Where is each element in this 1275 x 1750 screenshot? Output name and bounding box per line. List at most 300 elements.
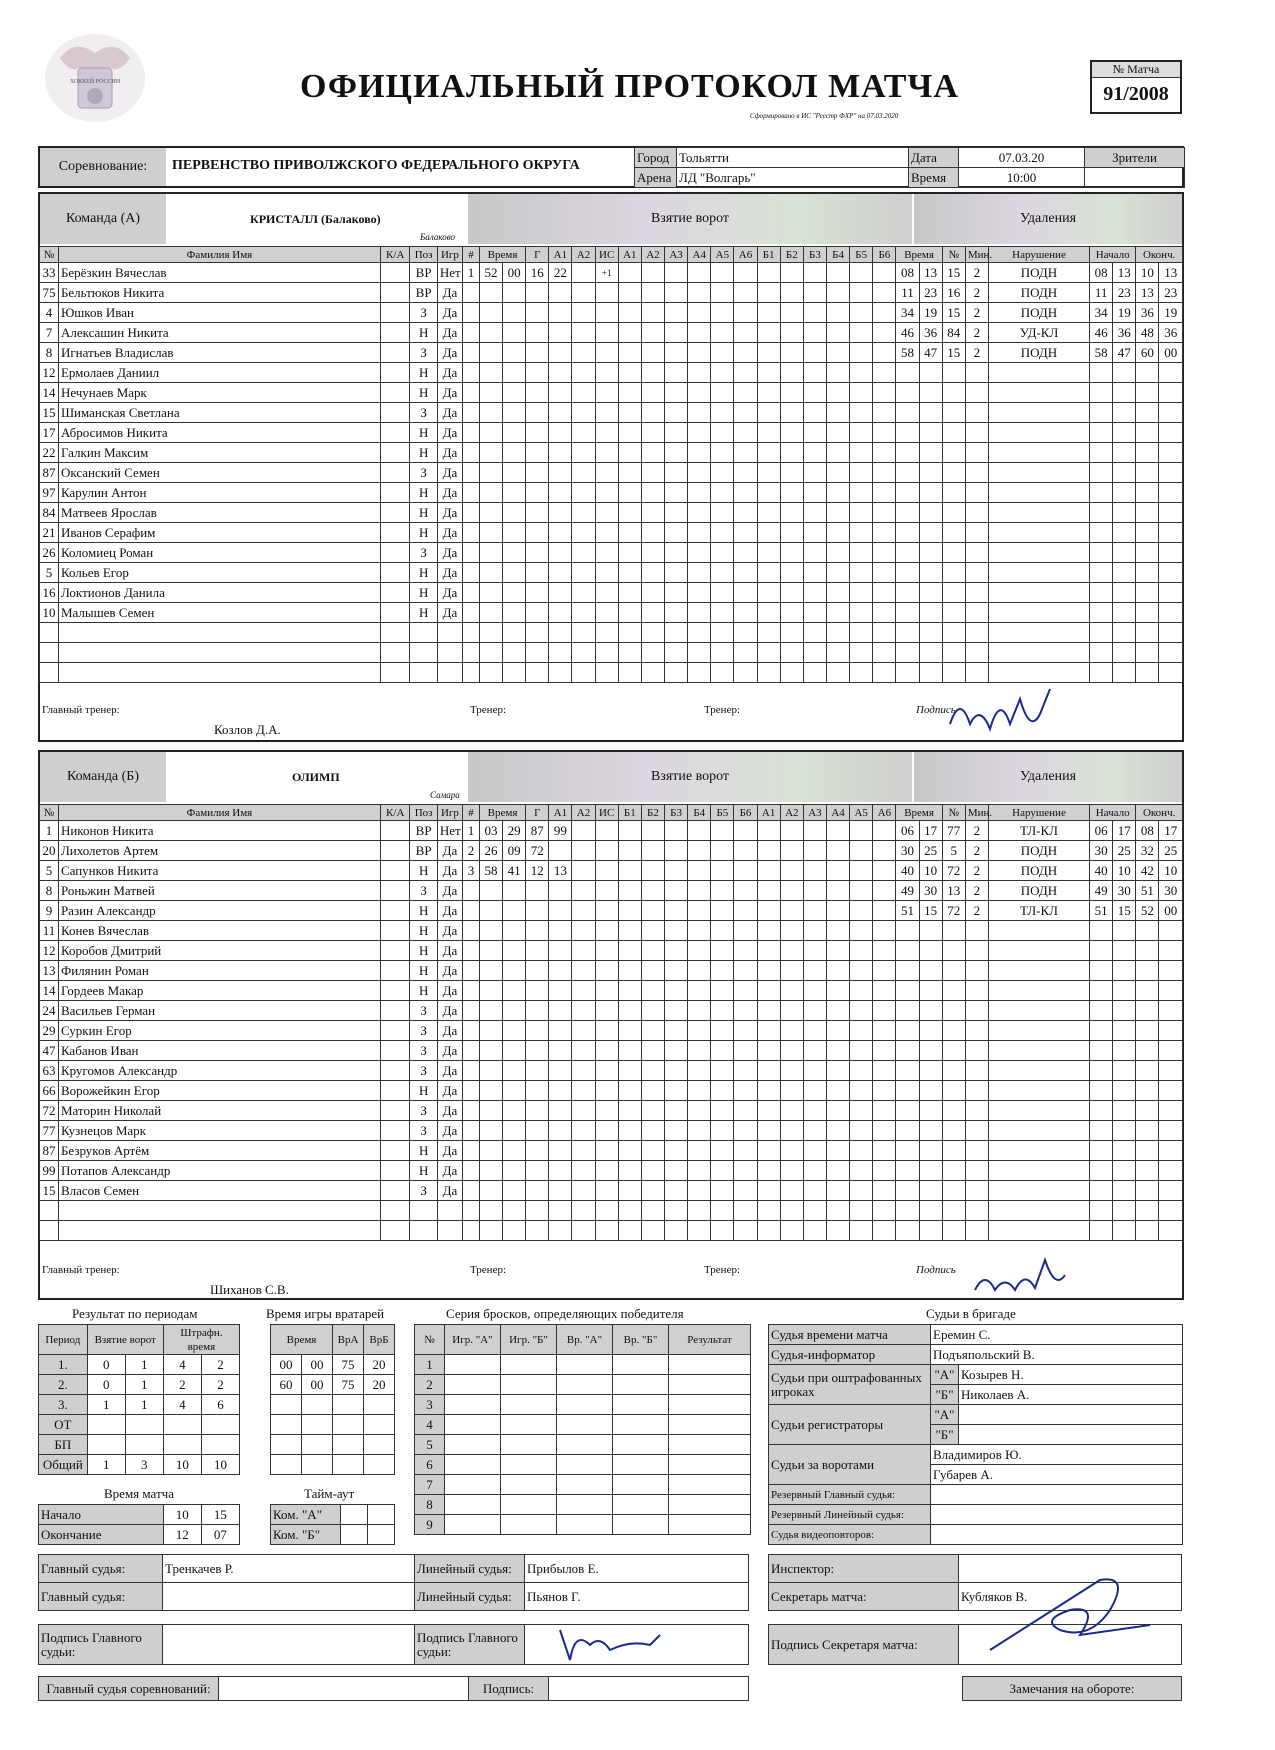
player-name: Шиманская Светлана (58, 403, 380, 423)
cell (850, 263, 873, 283)
cell (850, 961, 873, 981)
pen-sec (919, 1141, 942, 1161)
cell (711, 1141, 734, 1161)
goal-no (463, 1121, 480, 1141)
pen-sec (919, 583, 942, 603)
cell (665, 363, 688, 383)
cell (780, 583, 803, 603)
goal-no (463, 1021, 480, 1041)
cell (669, 1455, 751, 1475)
player-ka (380, 1081, 409, 1101)
cell (688, 663, 711, 683)
cell (557, 1415, 613, 1435)
player-number: 7 (40, 323, 59, 343)
cell (803, 623, 826, 643)
goal-scorer (526, 881, 549, 901)
goal-situation (595, 503, 618, 523)
goal-min: 26 (479, 841, 502, 861)
pen-sec (919, 981, 942, 1001)
cell (711, 1081, 734, 1101)
cell (711, 1181, 734, 1201)
cell (618, 1061, 641, 1081)
cell (641, 543, 664, 563)
goal-sec (503, 623, 526, 643)
pen-end-sec (1159, 1081, 1183, 1101)
goal-scorer (526, 1201, 549, 1221)
cell (803, 443, 826, 463)
goal-a2 (572, 941, 595, 961)
cell (734, 363, 757, 383)
cell (711, 643, 734, 663)
player-name: Малышев Семен (58, 603, 380, 623)
official-role: Судья видеоповторов: (769, 1525, 931, 1545)
pen-player (942, 1001, 965, 1021)
goal-scorer (526, 1081, 549, 1101)
cell (734, 623, 757, 643)
pen-end-sec (1159, 1001, 1183, 1021)
period-pim-a: 10 (163, 1455, 201, 1475)
cell (734, 323, 757, 343)
pen-min: 30 (896, 841, 919, 861)
cell (665, 263, 688, 283)
pen-end-sec: 00 (1159, 901, 1183, 921)
cell (445, 1375, 501, 1395)
pen-end-sec (1159, 1201, 1183, 1221)
pen-start-min (1090, 941, 1113, 961)
goal-a2 (572, 821, 595, 841)
so-no: 2 (415, 1375, 445, 1395)
player-played: Нет (437, 263, 462, 283)
cell (711, 961, 734, 981)
cell (688, 1021, 711, 1041)
player-number: 26 (40, 543, 59, 563)
player-ka (380, 263, 409, 283)
pen-violation (988, 1061, 1089, 1081)
pen-end-sec (1159, 403, 1183, 423)
cell (850, 423, 873, 443)
goal-min (479, 901, 502, 921)
player-name: Васильев Герман (58, 1001, 380, 1021)
goal-sec (503, 1041, 526, 1061)
pen-start-min (1090, 1001, 1113, 1021)
goal-a2 (572, 463, 595, 483)
goal-a2 (572, 1101, 595, 1121)
pen-start-sec: 36 (1113, 323, 1136, 343)
pen-player (942, 1041, 965, 1061)
goal-min (479, 1141, 502, 1161)
goal-sec (503, 981, 526, 1001)
pen-min (896, 563, 919, 583)
cell (757, 503, 780, 523)
cell (641, 881, 664, 901)
col-pim: Штрафн. время (163, 1325, 239, 1355)
pen-min (896, 503, 919, 523)
cell (618, 583, 641, 603)
cell (873, 861, 896, 881)
cell (613, 1495, 669, 1515)
cell (618, 523, 641, 543)
player-ka (380, 363, 409, 383)
cell (557, 1435, 613, 1455)
cell (757, 1161, 780, 1181)
cell (850, 323, 873, 343)
goal-sec (503, 523, 526, 543)
period-pim-b: 6 (201, 1395, 239, 1415)
pen-end-sec (1159, 423, 1183, 443)
player-number: 8 (40, 343, 59, 363)
pen-start-min (1090, 1181, 1113, 1201)
pen-start-min (1090, 403, 1113, 423)
player-number: 14 (40, 383, 59, 403)
cell (780, 323, 803, 343)
pen-col: Начало (1090, 247, 1136, 263)
cell (641, 523, 664, 543)
cell (688, 841, 711, 861)
cell (641, 1221, 664, 1241)
pen-violation: ПОДН (988, 283, 1089, 303)
player-ka (380, 583, 409, 603)
goal-a1 (549, 941, 572, 961)
cell (641, 961, 664, 981)
cell (688, 1181, 711, 1201)
goal-col: Б2 (780, 247, 803, 263)
goal-scorer (526, 1021, 549, 1041)
player-pos: Н (410, 423, 437, 443)
player-row (40, 1061, 1183, 1081)
pen-start-sec (1113, 643, 1136, 663)
cell (711, 583, 734, 603)
cell (827, 901, 850, 921)
cell (803, 1021, 826, 1041)
pen-minutes (965, 463, 988, 483)
goal-situation (595, 643, 618, 663)
pen-end-min (1136, 1001, 1159, 1021)
goal-a1 (549, 303, 572, 323)
cell (757, 543, 780, 563)
goal-a2 (572, 543, 595, 563)
player-played: Да (437, 603, 462, 623)
cell (803, 861, 826, 881)
col-pos: Поз (410, 247, 437, 263)
goal-a2 (572, 583, 595, 603)
gk-sec: 00 (302, 1355, 333, 1375)
pen-start-sec (1113, 423, 1136, 443)
cell (780, 861, 803, 881)
goal-scorer (526, 423, 549, 443)
goal-a2 (572, 343, 595, 363)
player-played: Да (437, 323, 462, 343)
pen-end-sec (1159, 483, 1183, 503)
goal-col: А3 (803, 805, 826, 821)
time-label: Время (909, 168, 959, 188)
pen-col: Нарушение (988, 805, 1089, 821)
pen-min (896, 961, 919, 981)
goal-no (463, 523, 480, 543)
official-role: Судьи регистраторы (769, 1405, 931, 1445)
cell (688, 1001, 711, 1021)
cell (757, 921, 780, 941)
pen-minutes (965, 583, 988, 603)
cell (803, 1081, 826, 1101)
cell (850, 1021, 873, 1041)
cell (873, 1201, 896, 1221)
player-name (58, 1201, 380, 1221)
period-label: 2. (39, 1375, 88, 1395)
pen-player (942, 503, 965, 523)
cell (501, 1495, 557, 1515)
player-row (40, 383, 1183, 403)
cell (780, 343, 803, 363)
goal-a2 (572, 563, 595, 583)
goal-col: А4 (688, 247, 711, 263)
cell (780, 263, 803, 283)
pen-player (942, 961, 965, 981)
cell (803, 483, 826, 503)
goal-scorer (526, 1181, 549, 1201)
goal-a2 (572, 623, 595, 643)
player-ka (380, 283, 409, 303)
pen-end-min: 10 (1136, 263, 1159, 283)
cell (757, 663, 780, 683)
goal-col: А2 (641, 247, 664, 263)
pen-sec: 23 (919, 283, 942, 303)
goal-col: А1 (549, 805, 572, 821)
remarks-label: Замечания на обороте: (963, 1677, 1182, 1701)
cell (711, 263, 734, 283)
pen-minutes (965, 1061, 988, 1081)
cell (688, 423, 711, 443)
pen-start-min: 58 (1090, 343, 1113, 363)
cell (734, 1021, 757, 1041)
pen-start-min (1090, 603, 1113, 623)
goal-sec (503, 483, 526, 503)
pen-start-min: 34 (1090, 303, 1113, 323)
cell (445, 1495, 501, 1515)
goal-no (463, 343, 480, 363)
cell (803, 363, 826, 383)
pen-player: 84 (942, 323, 965, 343)
gk-a (333, 1435, 364, 1455)
pen-min (896, 363, 919, 383)
player-played: Да (437, 423, 462, 443)
pen-end-sec (1159, 583, 1183, 603)
periods-title: Результат по периодам (72, 1306, 198, 1321)
cell (665, 941, 688, 961)
period-goals-b: 1 (125, 1375, 163, 1395)
player-played (437, 663, 462, 683)
player-pos: З (410, 343, 437, 363)
player-pos: Н (410, 901, 437, 921)
remarks-table (962, 1676, 1182, 1701)
col-name: Фамилия Имя (58, 247, 380, 263)
cell (850, 523, 873, 543)
cell (757, 1041, 780, 1061)
pen-start-sec: 17 (1113, 821, 1136, 841)
goal-min (479, 563, 502, 583)
goal-a1 (549, 1221, 572, 1241)
goal-a2 (572, 1201, 595, 1221)
goal-min (479, 283, 502, 303)
cell (549, 1677, 749, 1701)
cell (803, 323, 826, 343)
player-number (40, 663, 59, 683)
cell (711, 503, 734, 523)
timeout-a-label: Ком. "А" (271, 1505, 341, 1525)
goal-a1 (549, 583, 572, 603)
goal-col: Время (479, 247, 525, 263)
player-name: Бельтюков Никита (58, 283, 380, 303)
pen-minutes (965, 563, 988, 583)
player-pos: З (410, 403, 437, 423)
cell (618, 503, 641, 523)
arena-label: Арена (635, 168, 677, 188)
player-ka (380, 941, 409, 961)
cell (850, 1081, 873, 1101)
so-col: Вр. "Б" (613, 1325, 669, 1355)
cell (931, 1505, 1183, 1525)
player-pos: ВР (410, 283, 437, 303)
pen-player (942, 463, 965, 483)
player-pos (410, 663, 437, 683)
goal-no (463, 423, 480, 443)
pen-minutes (965, 1101, 988, 1121)
cell (757, 1201, 780, 1221)
goal-min (479, 1041, 502, 1061)
pen-start-sec: 47 (1113, 343, 1136, 363)
pen-start-sec (1113, 941, 1136, 961)
pen-violation (988, 961, 1089, 981)
goal-no (463, 643, 480, 663)
cell (873, 303, 896, 323)
cell (688, 383, 711, 403)
cell (780, 901, 803, 921)
pen-minutes (965, 483, 988, 503)
player-played: Да (437, 1121, 462, 1141)
player-ka (380, 1041, 409, 1061)
goal-a1 (549, 961, 572, 981)
pen-minutes (965, 503, 988, 523)
goal-a2 (572, 1181, 595, 1201)
cell (873, 1101, 896, 1121)
tA-header-row (40, 247, 1183, 263)
pen-start-sec (1113, 1181, 1136, 1201)
pen-sec (919, 463, 942, 483)
pen-end-min: 13 (1136, 283, 1159, 303)
cell (827, 523, 850, 543)
pen-min (896, 981, 919, 1001)
pen-end-min (1136, 1021, 1159, 1041)
pen-minutes (965, 423, 988, 443)
cell (827, 1141, 850, 1161)
gk-b (364, 1455, 395, 1475)
cell (711, 423, 734, 443)
cell (873, 1081, 896, 1101)
goal-no (463, 623, 480, 643)
pen-violation (988, 523, 1089, 543)
pen-start-sec (1113, 403, 1136, 423)
pen-end-sec (1159, 1141, 1183, 1161)
goal-no (463, 563, 480, 583)
player-number: 77 (40, 1121, 59, 1141)
shootout-row (415, 1435, 751, 1455)
team-a-goals-header: Взятие ворот (468, 194, 912, 244)
goal-min (479, 543, 502, 563)
player-row (40, 423, 1183, 443)
goal-no: 3 (463, 861, 480, 881)
cell (688, 503, 711, 523)
cell (803, 1221, 826, 1241)
pen-start-min (1090, 1141, 1113, 1161)
cell (711, 563, 734, 583)
goal-situation (595, 1161, 618, 1181)
cell (688, 543, 711, 563)
sig-secretary-label: Подпись Секретаря матча: (769, 1625, 959, 1665)
cell (780, 363, 803, 383)
goalie-row (271, 1455, 395, 1475)
goal-a1: 22 (549, 263, 572, 283)
player-number: 15 (40, 403, 59, 423)
cell (850, 463, 873, 483)
cell (665, 503, 688, 523)
cell (757, 1001, 780, 1021)
pen-violation (988, 623, 1089, 643)
cell (665, 643, 688, 663)
cell (618, 1221, 641, 1241)
goal-no (463, 483, 480, 503)
goal-a1 (549, 523, 572, 543)
goal-col: Б5 (850, 247, 873, 263)
cell (827, 643, 850, 663)
pen-player (942, 443, 965, 463)
cell (803, 821, 826, 841)
main-referee-1: Тренкачев Р. (163, 1555, 415, 1583)
goal-min (479, 583, 502, 603)
player-row (40, 881, 1183, 901)
pen-player (942, 603, 965, 623)
pen-min (896, 1101, 919, 1121)
goal-min (479, 343, 502, 363)
pen-sec (919, 423, 942, 443)
player-row (40, 303, 1183, 323)
cell (734, 663, 757, 683)
goal-scorer (526, 383, 549, 403)
team-a-coach1-label: Тренер: (470, 704, 507, 716)
pen-start-min: 11 (1090, 283, 1113, 303)
goal-scorer (526, 1041, 549, 1061)
player-name: Потапов Александр (58, 1161, 380, 1181)
cell (803, 1141, 826, 1161)
player-played: Да (437, 941, 462, 961)
pen-minutes: 2 (965, 841, 988, 861)
goal-a1 (549, 603, 572, 623)
player-played: Да (437, 841, 462, 861)
cell (850, 643, 873, 663)
cell (757, 563, 780, 583)
official-name: Подъяпольский В. (931, 1345, 1183, 1365)
pen-minutes (965, 1041, 988, 1061)
goal-col: Г (526, 805, 549, 821)
cell (827, 443, 850, 463)
cell (803, 1201, 826, 1221)
cell (641, 583, 664, 603)
goal-a1 (549, 1201, 572, 1221)
player-row (40, 443, 1183, 463)
timeout-title: Тайм-аут (304, 1486, 355, 1501)
cell (757, 941, 780, 961)
cell (711, 981, 734, 1001)
period-pim-b (201, 1415, 239, 1435)
shootout-row (415, 1375, 751, 1395)
